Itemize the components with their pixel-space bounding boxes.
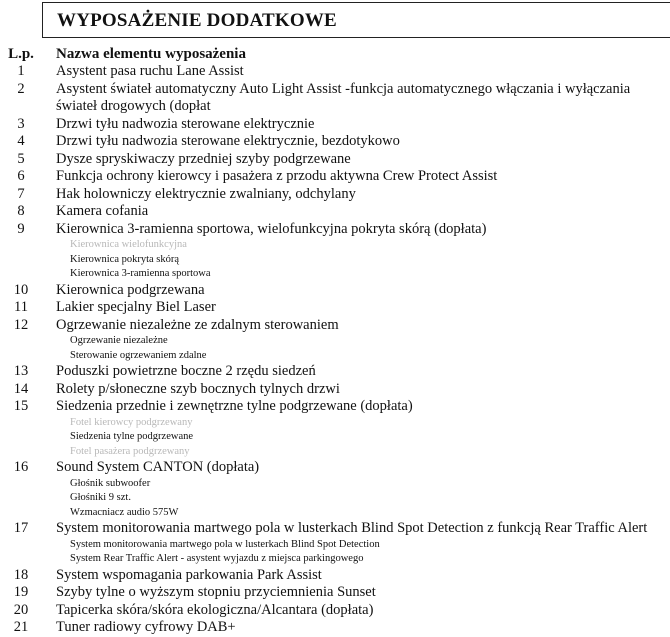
table-row: [0, 459, 670, 477]
sub-item: [0, 238, 670, 253]
row-text: Drzwi tyłu nadwozia sterowane elektrycznie: [56, 115, 315, 132]
row-text: Kierownica podgrzewana: [56, 281, 205, 298]
row-number: 10: [13, 281, 29, 298]
sub-item-text: Głośnik subwoofer: [70, 477, 151, 489]
row-text: Asystent pasa ruchu Lane Assist: [56, 63, 244, 79]
row-text: System monitorowania martwego pola w lusterkach Blind Spot Detection z funkcją Rear Traffic Alert: [56, 520, 648, 536]
row-text: Szyby tylne o wyższym stopniu przyciemnienia Sunset: [56, 584, 376, 600]
row-text: Ogrzewanie niezależne ze zdalnym sterowaniem: [56, 316, 339, 333]
row-number: 19: [13, 584, 29, 600]
sub-item: [0, 445, 670, 460]
table-row: [0, 282, 670, 300]
row-number: 1: [17, 63, 25, 79]
row-text: Hak holowniczy elektrycznie zwalniany, odchylany: [56, 185, 356, 202]
row-text: Dysze spryskiwaczy przedniej szyby podgrzewane: [56, 150, 351, 167]
table-row: [0, 186, 670, 204]
table-row: [0, 203, 670, 221]
sub-item: [0, 253, 670, 268]
sub-item-text: Kierownica 3-ramienna sportowa: [70, 268, 211, 279]
row-number: 8: [17, 203, 25, 219]
sub-item: [0, 349, 670, 364]
table-row: [0, 619, 670, 637]
row-text: Siedzenia przednie i zewnętrzne tylne podgrzewane (dopłata): [56, 398, 413, 414]
sub-item-text: Sterowanie ogrzewaniem zdalne: [70, 349, 207, 361]
table-header: [0, 46, 670, 63]
sub-item: [0, 538, 670, 553]
sub-item: [0, 491, 670, 506]
row-text: Rolety p/słoneczne szyb bocznych tylnych drzwi: [56, 380, 340, 397]
table-row: [0, 520, 670, 538]
table-body: [0, 63, 670, 637]
sub-item: [0, 334, 670, 349]
row-number: 16: [13, 459, 29, 475]
sub-item-text: Fotel kierowcy podgrzewany: [70, 416, 193, 428]
row-number: 21: [13, 619, 29, 635]
sub-item-text: Ogrzewanie niezależne: [70, 335, 168, 346]
row-number: 15: [13, 398, 29, 414]
row-number: 4: [17, 133, 25, 149]
table-row: [0, 133, 670, 151]
row-text: Drzwi tyłu nadwozia sterowane elektrycznie, bezdotykowo: [56, 133, 400, 149]
row-number: 3: [17, 115, 25, 132]
row-text: Kamera cofania: [56, 203, 149, 219]
sub-item-text: Głośniki 9 szt.: [70, 492, 131, 503]
sub-item-text: Siedzenia tylne podgrzewane: [70, 431, 194, 442]
row-number: 11: [14, 299, 28, 315]
table-row: [0, 151, 670, 169]
row-number: 14: [13, 380, 29, 397]
sub-item: [0, 430, 670, 445]
row-number: 13: [13, 363, 29, 379]
row-number: 6: [17, 168, 25, 184]
sub-item-text: Kierownica wielofunkcyjna: [70, 239, 187, 250]
row-number: 20: [13, 601, 29, 618]
table-row: [0, 584, 670, 602]
table-row: [0, 63, 670, 81]
row-text: Tuner radiowy cyfrowy DAB+: [56, 619, 236, 635]
sub-item: [0, 552, 670, 567]
table-row: [0, 221, 670, 239]
table-row: [0, 398, 670, 416]
row-number: 12: [13, 316, 29, 333]
row-number: 5: [17, 150, 25, 167]
row-text: Lakier specjalny Biel Laser: [56, 299, 216, 315]
sub-item-text: Wzmacniacz audio 575W: [70, 506, 179, 518]
row-text: System wspomagania parkowania Park Assist: [56, 566, 322, 583]
row-number: 7: [17, 185, 25, 202]
sub-item-text: Kierownica pokryta skórą: [70, 253, 180, 265]
sub-item: [0, 477, 670, 492]
row-text: Funkcja ochrony kierowcy i pasażera z przodu aktywna Crew Protect Assist: [56, 168, 498, 184]
header-lp: L.p.: [8, 46, 34, 62]
page-title: WYPOSAŻENIE DODATKOWE: [57, 10, 337, 31]
header-name: Nazwa elementu wyposażenia: [56, 46, 246, 62]
table-row: [0, 299, 670, 317]
table-row: [0, 317, 670, 335]
row-number: 2: [17, 80, 25, 97]
table-row: [0, 168, 670, 186]
table-row: [0, 381, 670, 399]
table-row: [0, 81, 670, 116]
row-text: Kierownica 3-ramienna sportowa, wielofunkcyjna pokryta skórą (dopłata): [56, 220, 487, 237]
sub-item: [0, 267, 670, 282]
row-text: Poduszki powietrzne boczne 2 rzędu siedzeń: [56, 363, 316, 379]
row-text: Tapicerka skóra/skóra ekologiczna/Alcantara (dopłata): [56, 601, 374, 618]
row-number: 18: [13, 566, 29, 583]
title-box: [42, 2, 670, 38]
table-row: [0, 602, 670, 620]
row-number: 17: [13, 520, 29, 536]
table-row: [0, 567, 670, 585]
table-row: [0, 363, 670, 381]
sub-item: [0, 506, 670, 521]
sub-item-text: System monitorowania martwego pola w lusterkach Blind Spot Detection: [70, 538, 380, 550]
sub-item-text: System Rear Traffic Alert - asystent wyjazdu z miejsca parkingowego: [70, 553, 364, 564]
table-row: [0, 116, 670, 134]
row-number: 9: [17, 220, 25, 237]
sub-item-text: Fotel pasażera podgrzewany: [70, 445, 190, 457]
row-text: Asystent świateł automatyczny Auto Light Assist -funkcja automatycznego włączania i wyłączania świateł drogowych (dopłat: [56, 80, 631, 114]
row-text: Sound System CANTON (dopłata): [56, 459, 260, 475]
equipment-table: [0, 46, 670, 637]
sub-item: [0, 416, 670, 431]
